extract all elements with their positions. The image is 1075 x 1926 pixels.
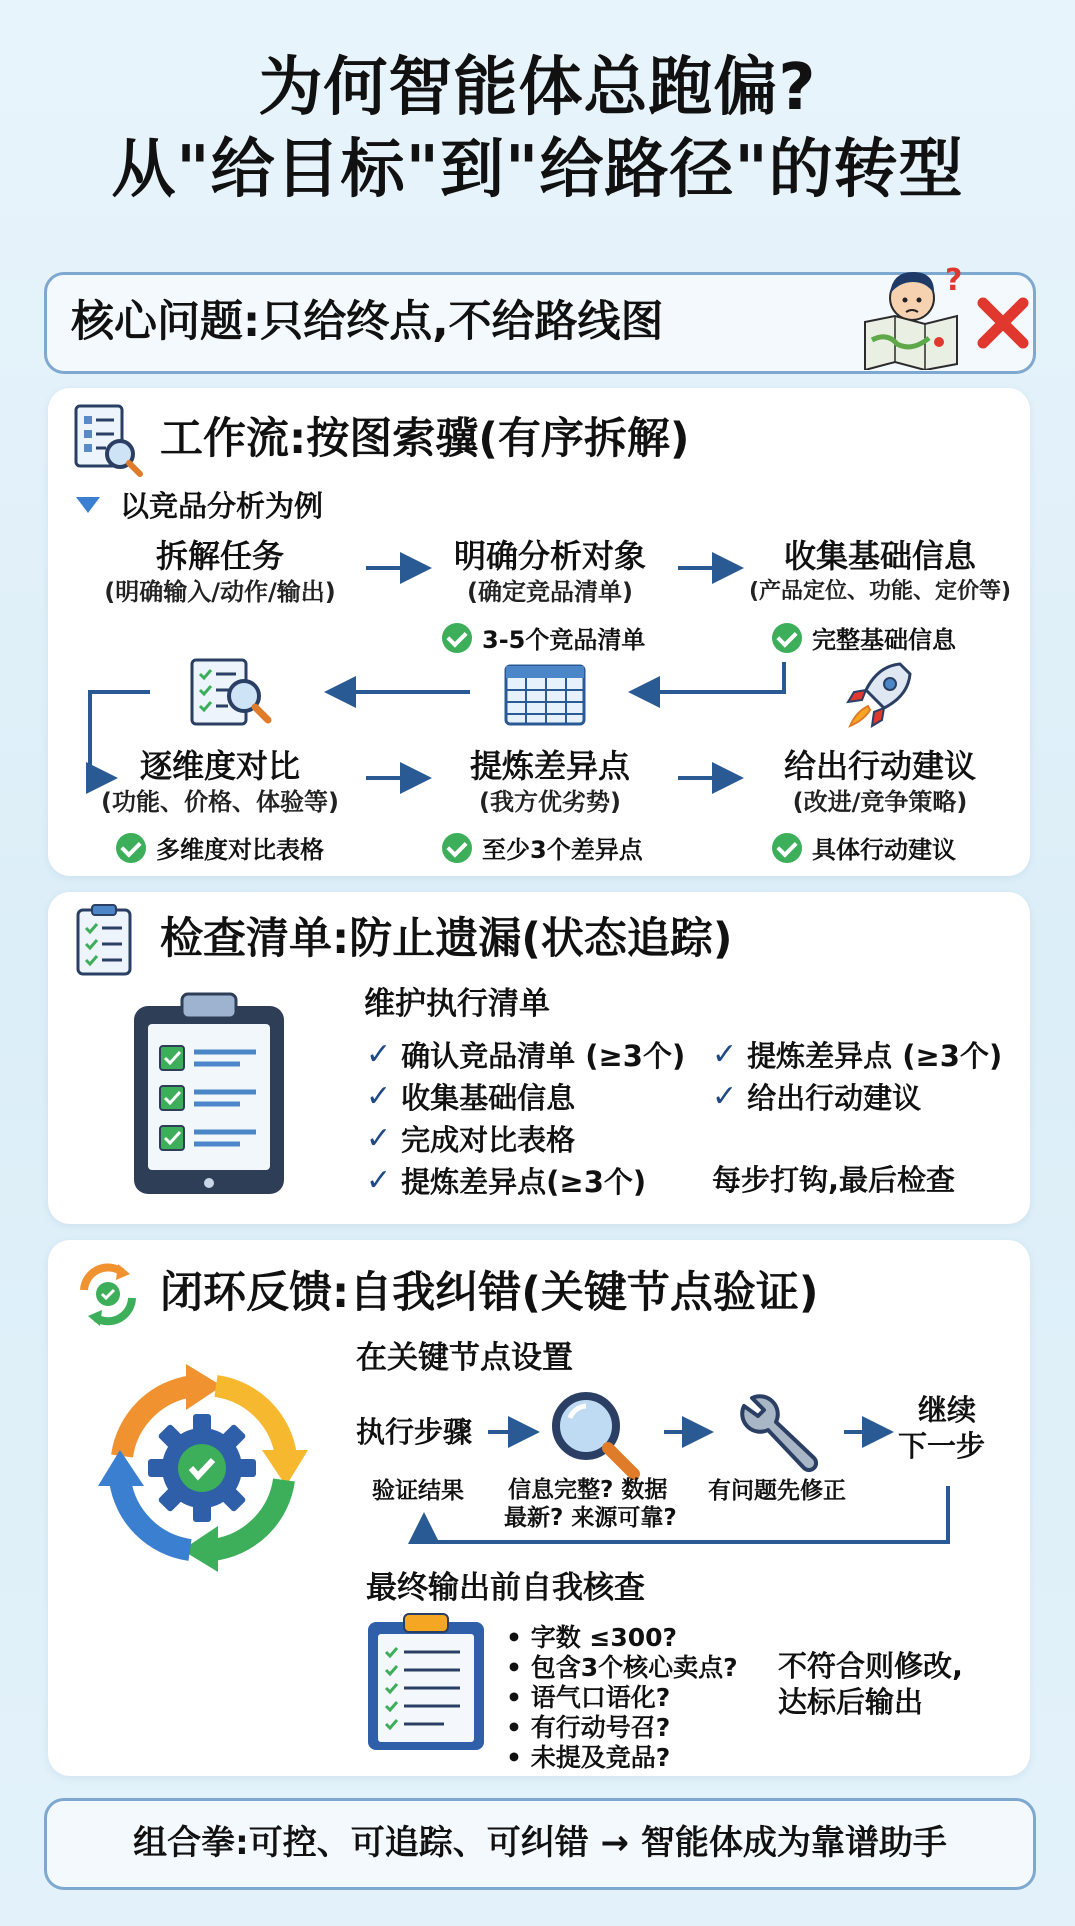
check-circle-icon <box>442 833 472 863</box>
step-4-title: 逐维度对比 <box>139 747 300 785</box>
execute-step-label: 执行步骤 <box>356 1415 473 1449</box>
step-6-result-text: 具体行动建议 <box>812 836 956 864</box>
step-2-title: 明确分析对象 <box>453 537 646 575</box>
example-label: 以竞品分析为例 <box>120 489 324 523</box>
checklist-right-item-2 <box>712 1076 921 1117</box>
step-1-title: 拆解任务 <box>155 537 284 575</box>
step-3-result-text: 完整基础信息 <box>812 626 956 654</box>
checkmark-icon: ✓ <box>366 1163 392 1198</box>
check-circle-icon <box>772 833 802 863</box>
workflow-title: 工作流:按图索骥(有序拆解) <box>160 414 690 464</box>
checklist-left-item-2-text: 收集基础信息 <box>401 1081 576 1115</box>
final-check-item-4: • 有行动号召? <box>506 1713 671 1742</box>
step-3-title: 收集基础信息 <box>783 537 976 575</box>
step-6-title: 给出行动建议 <box>783 747 976 785</box>
step-5 <box>400 746 700 818</box>
verify-question-1: 信息完整? 数据 <box>508 1477 668 1503</box>
check-circle-icon <box>116 833 146 863</box>
arrow-3-down-left <box>636 662 784 692</box>
step-1-sub: (明确输入/动作/输出) <box>104 578 336 606</box>
checklist-right-item-2-text: 给出行动建议 <box>747 1081 922 1115</box>
clipboard-list-icon <box>72 902 140 978</box>
step-5-title: 提炼差异点 <box>469 747 630 785</box>
checklist-right-item-1-text: 提炼差异点 (≥3个) <box>747 1039 1003 1073</box>
title-line-2: 从"给目标"到"给路径"的转型 <box>111 133 964 207</box>
step-6-result <box>772 830 956 865</box>
step-4-result-text: 多维度对比表格 <box>156 836 324 864</box>
step-2-result-text: 3-5个竞品清单 <box>482 626 646 654</box>
arrow-loop-back <box>424 1486 948 1542</box>
fix-problem-label: 有问题先修正 <box>708 1478 846 1504</box>
checkmark-icon: ✓ <box>712 1079 738 1114</box>
verify-question-2: 最新? 来源可靠? <box>504 1505 677 1531</box>
rocket-icon <box>838 656 918 736</box>
checklist-left-item-4 <box>366 1160 646 1201</box>
checkmark-icon: ✓ <box>366 1079 392 1114</box>
summary-banner <box>44 1798 1036 1890</box>
step-3-sub: (产品定位、功能、定价等) <box>748 579 1012 604</box>
final-note-1: 不符合则修改, <box>778 1649 964 1683</box>
checkmark-icon: ✓ <box>712 1037 738 1072</box>
step-4-sub: (功能、价格、体验等) <box>101 788 339 816</box>
step-5-result-text: 至少3个差异点 <box>482 836 643 864</box>
final-note-2: 达标后输出 <box>778 1685 924 1719</box>
checkmark-icon: ✓ <box>366 1037 392 1072</box>
feedback-title: 闭环反馈:自我纠错(关键节点验证) <box>160 1268 819 1318</box>
checklist-left-item-1-text: 确认竞品清单 (≥3个) <box>401 1039 686 1073</box>
final-check-list <box>506 1623 738 1773</box>
svg-text:?: ? <box>945 263 963 298</box>
step-4 <box>70 746 370 818</box>
feedback-subtitle: 在关键节点设置 <box>356 1340 573 1376</box>
tablet-checklist-icon <box>130 990 290 1198</box>
checklist-left-item-2 <box>366 1076 575 1117</box>
checkmark-icon: ✓ <box>366 1121 392 1156</box>
step-6 <box>730 746 1030 818</box>
step-5-result <box>442 830 643 865</box>
checklist-left-item-3 <box>366 1118 575 1159</box>
checklist-left-item-4-text: 提炼差异点(≥3个) <box>401 1165 647 1199</box>
final-check-item-3: • 语气口语化? <box>506 1683 671 1712</box>
title-line-1: 为何智能体总跑偏? <box>258 51 817 125</box>
summary-text: 组合拳:可控、可追踪、可纠错 → 智能体成为靠谱助手 <box>133 1823 947 1863</box>
next-step-label-1: 继续 <box>917 1393 976 1427</box>
step-4-result <box>116 830 324 865</box>
verify-result-label: 验证结果 <box>372 1478 464 1504</box>
final-check-item-2: • 包含3个核心卖点? <box>506 1653 738 1682</box>
wrench-icon <box>734 1390 822 1478</box>
table-icon <box>504 664 586 726</box>
step-6-sub: (改进/竞争策略) <box>792 788 968 816</box>
list-magnifier-icon <box>188 656 272 732</box>
core-problem-text: 核心问题:只给终点,不给路线图 <box>71 297 664 347</box>
final-check-title: 最终输出前自我核查 <box>366 1570 645 1606</box>
final-check-item-1: • 字数 ≤300? <box>506 1623 678 1652</box>
final-check-item-5: • 未提及竞品? <box>506 1743 671 1772</box>
next-step-label-2: 下一步 <box>898 1429 986 1463</box>
checklist-subtitle: 维护执行清单 <box>364 986 550 1022</box>
checklist-note: 每步打钩,最后检查 <box>712 1163 956 1197</box>
checklist-right-item-1 <box>712 1034 1002 1075</box>
checklist-title: 检查清单:防止遗漏(状态追踪) <box>160 914 733 964</box>
step-5-sub: (我方优劣势) <box>479 788 621 816</box>
checklist-left-item-1 <box>366 1034 685 1075</box>
checklist-left-item-3-text: 完成对比表格 <box>401 1123 576 1157</box>
magnifier-icon <box>546 1386 642 1482</box>
step-2-sub: (确定竞品清单) <box>467 578 633 606</box>
final-checklist-icon <box>364 1610 492 1756</box>
